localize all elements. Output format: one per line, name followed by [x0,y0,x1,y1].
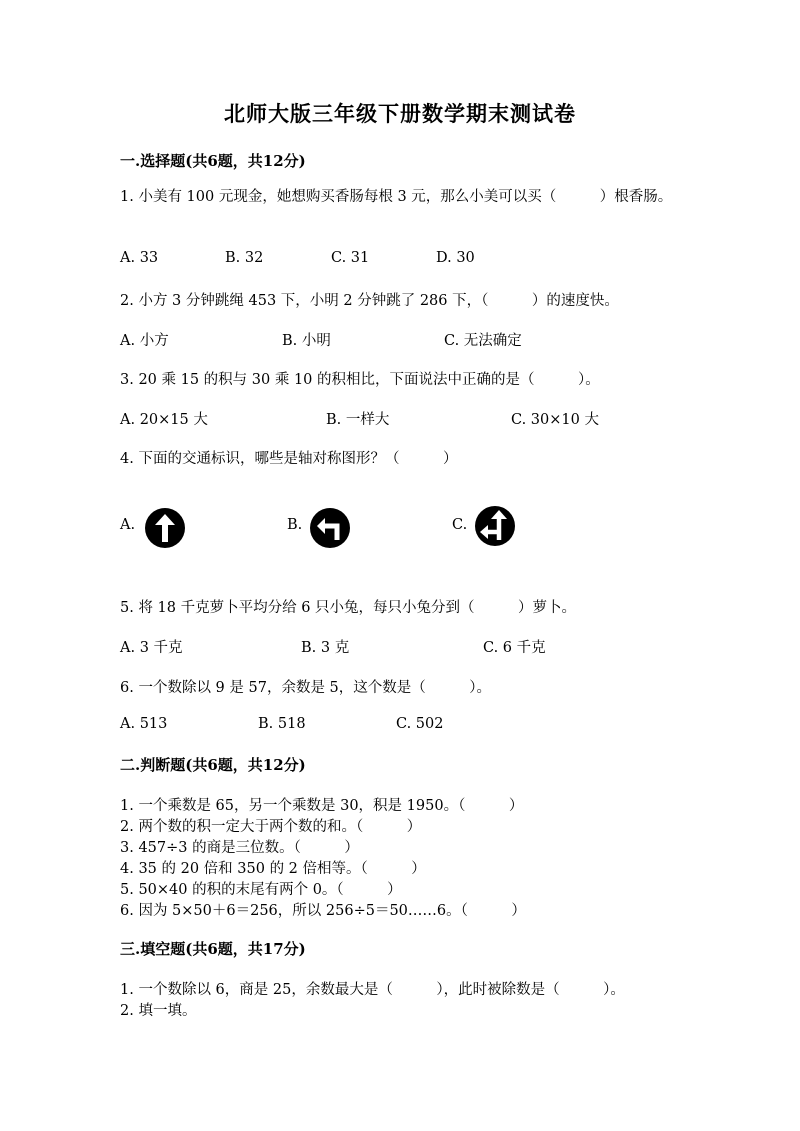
option-a: A. 小方 [120,333,169,349]
option-c: C. 无法确定 [444,333,522,349]
judge-item: 4. 35 的 20 倍和 350 的 2 倍相等。（ ） [120,861,426,877]
option-b: B. 小明 [282,333,331,349]
section-heading-judge: 二.判断题(共6题，共12分) [120,756,306,774]
page-title: 北师大版三年级下册数学期末测试卷 [224,101,576,126]
option-c: C. 6 千克 [483,640,546,656]
option-b: B. [287,517,303,533]
question-text: 4. 下面的交通标识，哪些是轴对称图形？（ ） [120,451,458,467]
question-text: 1. 小美有 100 元现金，她想购买香肠每根 3 元，那么小美可以买（ ）根香肠。 [120,189,673,205]
option-c: C. 502 [396,716,444,732]
option-b: B. 3 克 [301,640,350,656]
option-c: C. [452,517,468,533]
fill-item: 1. 一个数除以 6，商是 25，余数最大是（ ），此时被除数是（ ）。 [120,982,625,998]
option-a: A. 3 千克 [120,640,183,656]
question-text: 6. 一个数除以 9 是 57，余数是 5，这个数是（ ）。 [120,680,492,696]
straight-arrow-sign-icon [144,507,186,549]
judge-item: 1. 一个乘数是 65，另一个乘数是 30，积是 1950。（ ） [120,798,524,814]
judge-item: 5. 50×40 的积的末尾有两个 0。（ ） [120,882,402,898]
left-turn-and-straight-sign-icon [474,505,516,547]
option-c: C. 31 [331,250,370,266]
judge-item: 3. 457÷3 的商是三位数。（ ） [120,840,359,856]
question-text: 3. 20 乘 15 的积与 30 乘 10 的积相比，下面说法中正确的是（ ）。 [120,372,600,388]
section-heading-choice: 一.选择题(共6题，共12分) [120,152,306,170]
section-heading-fill: 三.填空题(共6题，共17分) [120,940,306,958]
option-b: B. 518 [258,716,306,732]
judge-item: 2. 两个数的积一定大于两个数的和。（ ） [120,819,422,835]
option-a: A. 33 [120,250,159,266]
option-a: A. 20×15 大 [120,412,208,428]
option-b: B. 32 [225,250,264,266]
question-text: 2. 小方 3 分钟跳绳 453 下，小明 2 分钟跳了 286 下，（ ）的速度快。 [120,293,619,309]
option-c: C. 30×10 大 [511,412,599,428]
option-b: B. 一样大 [326,412,390,428]
fill-item: 2. 填一填。 [120,1003,197,1019]
option-a: A. [120,517,136,533]
judge-item: 6. 因为 5×50＋6＝256，所以 256÷5＝50……6。（ ） [120,903,526,919]
question-text: 5. 将 18 千克萝卜平均分给 6 只小兔，每只小兔分到（ ）萝卜。 [120,600,577,616]
left-turn-sign-icon [309,507,351,549]
option-d: D. 30 [436,250,475,266]
option-a: A. 513 [120,716,168,732]
